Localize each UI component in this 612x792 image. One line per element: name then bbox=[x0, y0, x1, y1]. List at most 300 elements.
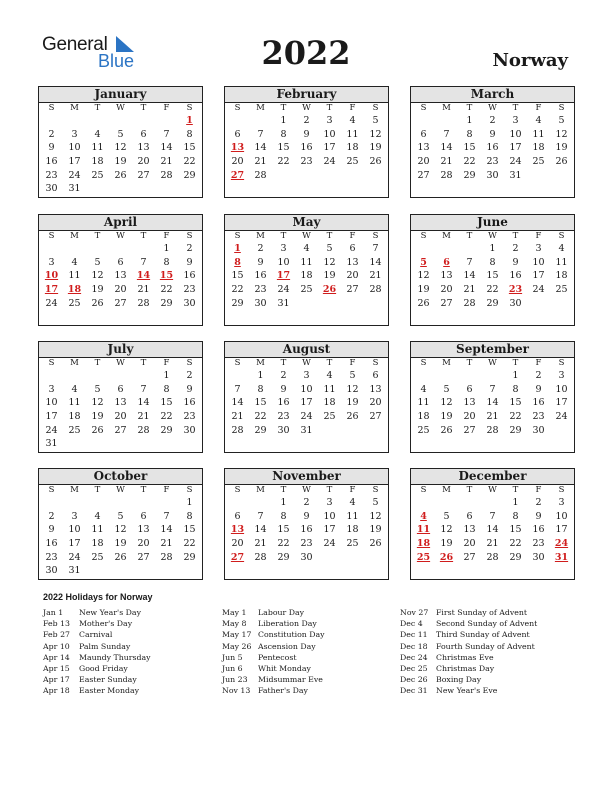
weekday-label: T bbox=[466, 485, 473, 495]
day-cell: 26 bbox=[91, 424, 104, 436]
day-cell: 21 bbox=[440, 156, 453, 168]
day-cell: 18 bbox=[91, 538, 104, 550]
day-cell: 2 bbox=[257, 243, 264, 254]
weekday-label: M bbox=[442, 103, 451, 113]
day-cell: 4 bbox=[558, 243, 565, 254]
day-cell: 15 bbox=[277, 142, 290, 154]
day-cell: 31 bbox=[68, 183, 81, 195]
holiday-day: 8 bbox=[234, 256, 241, 268]
day-cell: 3 bbox=[280, 243, 287, 254]
weekday-label: T bbox=[94, 485, 101, 495]
day-cell: 13 bbox=[137, 142, 150, 154]
empty-day bbox=[458, 242, 481, 256]
day-cell: 7 bbox=[163, 128, 170, 140]
day-cell: 20 bbox=[463, 538, 476, 550]
empty-day bbox=[40, 242, 63, 256]
day-cell: 22 bbox=[509, 411, 522, 423]
month-9 bbox=[38, 468, 203, 580]
month-grid bbox=[225, 231, 388, 310]
holiday-row bbox=[222, 641, 392, 652]
day-cell: 5 bbox=[558, 115, 565, 126]
day-cell: 14 bbox=[463, 270, 476, 282]
holiday-row bbox=[222, 629, 392, 640]
day-cell: 6 bbox=[117, 256, 124, 268]
empty-day bbox=[132, 242, 155, 256]
day-cell: 26 bbox=[417, 297, 430, 309]
day-cell: 30 bbox=[300, 551, 313, 563]
day-cell: 4 bbox=[349, 497, 356, 508]
day-cell: 22 bbox=[509, 538, 522, 550]
empty-day bbox=[435, 242, 458, 256]
day-cell: 30 bbox=[532, 424, 545, 436]
holiday-date: Jun 5 bbox=[222, 652, 243, 662]
day-cell: 27 bbox=[346, 284, 359, 296]
weekday-label: M bbox=[70, 485, 79, 495]
day-cell: 9 bbox=[186, 256, 193, 268]
day-cell: 20 bbox=[231, 156, 244, 168]
day-cell: 21 bbox=[486, 538, 499, 550]
weekday-label: S bbox=[372, 231, 379, 241]
day-cell: 25 bbox=[555, 284, 568, 296]
day-cell: 9 bbox=[512, 256, 519, 268]
day-cell: 16 bbox=[532, 397, 545, 409]
weekday-label: W bbox=[302, 358, 311, 368]
day-cell: 1 bbox=[163, 243, 170, 254]
day-cell: 15 bbox=[277, 524, 290, 536]
day-cell: 28 bbox=[463, 297, 476, 309]
day-cell: 9 bbox=[489, 128, 496, 140]
month-grid bbox=[39, 485, 202, 578]
day-cell: 14 bbox=[486, 397, 499, 409]
day-cell: 7 bbox=[489, 510, 496, 522]
day-cell: 10 bbox=[555, 383, 568, 395]
weekday-label: F bbox=[163, 358, 170, 368]
weekday-label: W bbox=[116, 485, 125, 495]
day-cell: 6 bbox=[466, 383, 473, 395]
day-cell: 12 bbox=[323, 256, 336, 268]
day-cell: 31 bbox=[300, 424, 313, 436]
day-cell: 2 bbox=[303, 497, 310, 508]
day-cell: 18 bbox=[68, 411, 81, 423]
month-name: September bbox=[411, 342, 574, 358]
day-cell: 7 bbox=[443, 128, 450, 140]
weekday-label: S bbox=[48, 358, 55, 368]
day-cell: 31 bbox=[509, 169, 522, 181]
weekday-label: M bbox=[442, 358, 451, 368]
day-cell: 28 bbox=[440, 169, 453, 181]
holidays-title: 2022 Holidays for Norway bbox=[43, 592, 153, 602]
day-cell: 11 bbox=[346, 510, 359, 522]
empty-day bbox=[109, 496, 132, 510]
day-cell: 28 bbox=[231, 424, 244, 436]
weekday-label: M bbox=[256, 103, 265, 113]
month-name: May bbox=[225, 215, 388, 231]
day-cell: 7 bbox=[140, 256, 147, 268]
day-cell: 12 bbox=[91, 270, 104, 282]
day-cell: 19 bbox=[323, 270, 336, 282]
holiday-name: Fourth Sunday of Advent bbox=[436, 641, 535, 651]
day-cell: 19 bbox=[369, 142, 382, 154]
weekday-label: T bbox=[94, 231, 101, 241]
day-cell: 28 bbox=[486, 424, 499, 436]
empty-day bbox=[40, 114, 63, 128]
holiday-date: May 17 bbox=[222, 630, 252, 640]
day-cell: 22 bbox=[277, 538, 290, 550]
weekday-label: M bbox=[256, 231, 265, 241]
empty-day bbox=[109, 242, 132, 256]
holiday-date: Dec 31 bbox=[400, 686, 428, 696]
day-cell: 19 bbox=[346, 397, 359, 409]
day-cell: 27 bbox=[114, 424, 127, 436]
day-cell: 23 bbox=[45, 169, 58, 181]
day-cell: 1 bbox=[280, 115, 287, 126]
day-cell: 29 bbox=[160, 424, 173, 436]
day-cell: 4 bbox=[94, 128, 101, 140]
day-cell: 4 bbox=[326, 370, 333, 381]
empty-day bbox=[412, 114, 435, 128]
day-cell: 21 bbox=[486, 411, 499, 423]
day-cell: 14 bbox=[254, 524, 267, 536]
day-cell: 17 bbox=[532, 270, 545, 282]
weekday-label: T bbox=[326, 103, 333, 113]
empty-day bbox=[155, 496, 178, 510]
holiday-row bbox=[43, 618, 213, 629]
day-cell: 15 bbox=[509, 524, 522, 536]
weekday-label: W bbox=[302, 103, 311, 113]
day-cell: 16 bbox=[532, 524, 545, 536]
empty-day bbox=[435, 496, 458, 510]
day-cell: 24 bbox=[323, 156, 336, 168]
holiday-day: 26 bbox=[439, 551, 454, 563]
day-cell: 24 bbox=[323, 538, 336, 550]
day-cell: 12 bbox=[369, 128, 382, 140]
weekday-label: F bbox=[535, 485, 542, 495]
weekday-label: T bbox=[512, 358, 519, 368]
weekday-label: T bbox=[512, 231, 519, 241]
holiday-date: Dec 24 bbox=[400, 652, 428, 662]
day-cell: 9 bbox=[535, 383, 542, 395]
weekday-label: W bbox=[488, 485, 497, 495]
day-cell: 10 bbox=[68, 524, 81, 536]
weekday-label: S bbox=[234, 485, 241, 495]
weekday-label: W bbox=[488, 231, 497, 241]
day-cell: 12 bbox=[114, 524, 127, 536]
empty-day bbox=[435, 369, 458, 383]
day-cell: 7 bbox=[372, 243, 379, 254]
holiday-row bbox=[43, 641, 213, 652]
holiday-date: Dec 26 bbox=[400, 675, 428, 685]
empty-day bbox=[86, 496, 109, 510]
day-cell: 30 bbox=[45, 565, 58, 577]
weekday-label: T bbox=[140, 231, 147, 241]
day-cell: 11 bbox=[417, 397, 430, 409]
day-cell: 28 bbox=[160, 551, 173, 563]
weekday-label: S bbox=[186, 231, 193, 241]
month-name: August bbox=[225, 342, 388, 358]
holiday-date: Dec 25 bbox=[400, 663, 428, 673]
day-cell: 8 bbox=[163, 383, 170, 395]
weekday-label: F bbox=[163, 103, 170, 113]
holiday-row bbox=[222, 674, 392, 685]
holiday-date: Feb 13 bbox=[43, 619, 70, 629]
day-cell: 17 bbox=[323, 524, 336, 536]
day-cell: 15 bbox=[486, 270, 499, 282]
day-cell: 13 bbox=[440, 270, 453, 282]
weekday-label: W bbox=[116, 358, 125, 368]
holiday-day: 1 bbox=[186, 115, 193, 126]
holiday-date: Dec 11 bbox=[400, 630, 428, 640]
day-cell: 24 bbox=[555, 411, 568, 423]
weekday-label: T bbox=[140, 485, 147, 495]
weekday-label: S bbox=[372, 485, 379, 495]
month-1 bbox=[224, 86, 389, 198]
empty-day bbox=[86, 114, 109, 128]
day-cell: 25 bbox=[68, 297, 81, 309]
empty-day bbox=[63, 242, 86, 256]
month-grid bbox=[39, 358, 202, 451]
day-cell: 8 bbox=[512, 510, 519, 522]
day-cell: 22 bbox=[231, 284, 244, 296]
weekday-label: T bbox=[466, 358, 473, 368]
day-cell: 24 bbox=[532, 284, 545, 296]
day-cell: 3 bbox=[535, 243, 542, 254]
empty-day bbox=[63, 496, 86, 510]
day-cell: 6 bbox=[372, 370, 379, 381]
day-cell: 17 bbox=[68, 156, 81, 168]
day-cell: 13 bbox=[463, 524, 476, 536]
day-cell: 22 bbox=[183, 538, 196, 550]
day-cell: 12 bbox=[555, 128, 568, 140]
holiday-name: Constitution Day bbox=[258, 630, 325, 640]
holiday-row bbox=[400, 652, 570, 663]
weekday-label: M bbox=[70, 103, 79, 113]
day-cell: 29 bbox=[509, 551, 522, 563]
day-cell: 20 bbox=[231, 538, 244, 550]
month-name: April bbox=[39, 215, 202, 231]
day-cell: 7 bbox=[489, 383, 496, 395]
day-cell: 30 bbox=[486, 169, 499, 181]
day-cell: 16 bbox=[45, 538, 58, 550]
day-cell: 19 bbox=[417, 284, 430, 296]
month-name: October bbox=[39, 469, 202, 485]
holiday-day: 5 bbox=[420, 256, 427, 268]
holiday-name: Easter Monday bbox=[79, 686, 140, 696]
day-cell: 20 bbox=[369, 397, 382, 409]
day-cell: 17 bbox=[555, 524, 568, 536]
weekday-label: S bbox=[558, 103, 565, 113]
empty-day bbox=[63, 369, 86, 383]
weekday-label: T bbox=[280, 485, 287, 495]
day-cell: 7 bbox=[163, 510, 170, 522]
day-cell: 22 bbox=[160, 284, 173, 296]
day-cell: 17 bbox=[45, 411, 58, 423]
weekday-label: M bbox=[70, 231, 79, 241]
holiday-name: Pentecost bbox=[258, 652, 297, 662]
day-cell: 14 bbox=[137, 397, 150, 409]
day-cell: 6 bbox=[117, 383, 124, 395]
day-cell: 23 bbox=[183, 284, 196, 296]
day-cell: 29 bbox=[183, 169, 196, 181]
day-cell: 17 bbox=[68, 538, 81, 550]
day-cell: 8 bbox=[512, 383, 519, 395]
weekday-label: S bbox=[558, 485, 565, 495]
day-cell: 1 bbox=[280, 497, 287, 508]
day-cell: 4 bbox=[71, 256, 78, 268]
day-cell: 22 bbox=[254, 411, 267, 423]
day-cell: 20 bbox=[417, 156, 430, 168]
day-cell: 17 bbox=[323, 142, 336, 154]
holiday-name: Ascension Day bbox=[258, 641, 316, 651]
day-cell: 9 bbox=[48, 524, 55, 536]
day-cell: 10 bbox=[68, 142, 81, 154]
holiday-name: Good Friday bbox=[79, 663, 128, 673]
day-cell: 24 bbox=[509, 156, 522, 168]
weekday-label: T bbox=[326, 358, 333, 368]
day-cell: 24 bbox=[68, 169, 81, 181]
weekday-label: S bbox=[48, 485, 55, 495]
day-cell: 11 bbox=[68, 397, 81, 409]
day-cell: 20 bbox=[137, 538, 150, 550]
holiday-name: Father's Day bbox=[258, 686, 308, 696]
day-cell: 13 bbox=[346, 256, 359, 268]
day-cell: 27 bbox=[417, 169, 430, 181]
day-cell: 8 bbox=[186, 128, 193, 140]
day-cell: 26 bbox=[369, 538, 382, 550]
day-cell: 29 bbox=[183, 551, 196, 563]
day-cell: 10 bbox=[509, 128, 522, 140]
holiday-name: Third Sunday of Advent bbox=[436, 630, 530, 640]
holiday-day: 27 bbox=[230, 169, 245, 181]
month-8 bbox=[410, 341, 575, 453]
day-cell: 30 bbox=[532, 551, 545, 563]
weekday-label: T bbox=[280, 358, 287, 368]
day-cell: 16 bbox=[45, 156, 58, 168]
day-cell: 12 bbox=[440, 524, 453, 536]
day-cell: 3 bbox=[71, 128, 78, 140]
day-cell: 15 bbox=[231, 270, 244, 282]
day-cell: 22 bbox=[183, 156, 196, 168]
day-cell: 23 bbox=[532, 538, 545, 550]
day-cell: 28 bbox=[254, 551, 267, 563]
month-0 bbox=[38, 86, 203, 198]
day-cell: 29 bbox=[231, 297, 244, 309]
holiday-name: Labour Day bbox=[258, 608, 305, 617]
day-cell: 18 bbox=[417, 411, 430, 423]
empty-day bbox=[109, 369, 132, 383]
day-cell: 10 bbox=[45, 397, 58, 409]
day-cell: 23 bbox=[254, 284, 267, 296]
day-cell: 20 bbox=[346, 270, 359, 282]
holiday-row bbox=[222, 685, 392, 696]
holiday-day: 31 bbox=[554, 551, 569, 563]
day-cell: 22 bbox=[486, 284, 499, 296]
weekday-label: S bbox=[420, 103, 427, 113]
day-cell: 8 bbox=[257, 383, 264, 395]
day-cell: 3 bbox=[48, 383, 55, 395]
day-cell: 15 bbox=[254, 397, 267, 409]
holiday-name: Carnival bbox=[79, 630, 113, 640]
empty-day bbox=[458, 496, 481, 510]
day-cell: 14 bbox=[440, 142, 453, 154]
weekday-label: S bbox=[48, 103, 55, 113]
holiday-column-2 bbox=[222, 607, 392, 697]
day-cell: 25 bbox=[346, 156, 359, 168]
holiday-row bbox=[400, 607, 570, 618]
weekday-label: F bbox=[163, 485, 170, 495]
holiday-day: 10 bbox=[44, 270, 59, 282]
day-cell: 4 bbox=[420, 383, 427, 395]
day-cell: 30 bbox=[45, 183, 58, 195]
day-cell: 23 bbox=[183, 411, 196, 423]
holiday-name: Midsummar Eve bbox=[258, 675, 323, 685]
empty-day bbox=[132, 496, 155, 510]
empty-day bbox=[132, 369, 155, 383]
day-cell: 1 bbox=[512, 370, 519, 381]
holiday-day: 17 bbox=[44, 284, 59, 296]
weekday-label: T bbox=[280, 231, 287, 241]
month-grid bbox=[411, 358, 574, 437]
logo-text-general: General bbox=[42, 34, 108, 55]
day-cell: 13 bbox=[463, 397, 476, 409]
weekday-label: F bbox=[535, 358, 542, 368]
day-cell: 1 bbox=[186, 497, 193, 508]
day-cell: 26 bbox=[114, 551, 127, 563]
day-cell: 12 bbox=[369, 510, 382, 522]
day-cell: 29 bbox=[160, 297, 173, 309]
day-cell: 5 bbox=[94, 256, 101, 268]
holiday-day: 15 bbox=[159, 270, 174, 282]
holiday-date: Apr 10 bbox=[43, 641, 70, 651]
month-4 bbox=[224, 214, 389, 326]
day-cell: 5 bbox=[94, 383, 101, 395]
weekday-label: M bbox=[256, 485, 265, 495]
holiday-column-1 bbox=[43, 607, 213, 697]
day-cell: 16 bbox=[509, 270, 522, 282]
empty-day bbox=[481, 496, 504, 510]
day-cell: 5 bbox=[443, 383, 450, 395]
month-grid bbox=[411, 231, 574, 310]
day-cell: 3 bbox=[303, 370, 310, 381]
weekday-label: S bbox=[186, 358, 193, 368]
day-cell: 3 bbox=[558, 497, 565, 508]
day-cell: 13 bbox=[114, 397, 127, 409]
day-cell: 18 bbox=[300, 270, 313, 282]
weekday-label: F bbox=[163, 231, 170, 241]
day-cell: 1 bbox=[489, 243, 496, 254]
holiday-name: Liberation Day bbox=[258, 619, 317, 629]
day-cell: 3 bbox=[558, 370, 565, 381]
day-cell: 10 bbox=[323, 510, 336, 522]
day-cell: 29 bbox=[463, 169, 476, 181]
holiday-row bbox=[43, 685, 213, 696]
holiday-date: Jun 23 bbox=[222, 675, 248, 685]
day-cell: 26 bbox=[440, 424, 453, 436]
empty-day bbox=[63, 114, 86, 128]
day-cell: 1 bbox=[466, 115, 473, 126]
day-cell: 20 bbox=[137, 156, 150, 168]
empty-day bbox=[249, 496, 272, 510]
day-cell: 28 bbox=[160, 169, 173, 181]
day-cell: 6 bbox=[140, 128, 147, 140]
day-cell: 21 bbox=[254, 538, 267, 550]
calendar-country: Norway bbox=[492, 50, 568, 71]
holiday-date: Apr 14 bbox=[43, 652, 70, 662]
day-cell: 27 bbox=[440, 297, 453, 309]
day-cell: 18 bbox=[323, 397, 336, 409]
day-cell: 12 bbox=[417, 270, 430, 282]
empty-day bbox=[226, 369, 249, 383]
day-cell: 29 bbox=[277, 551, 290, 563]
